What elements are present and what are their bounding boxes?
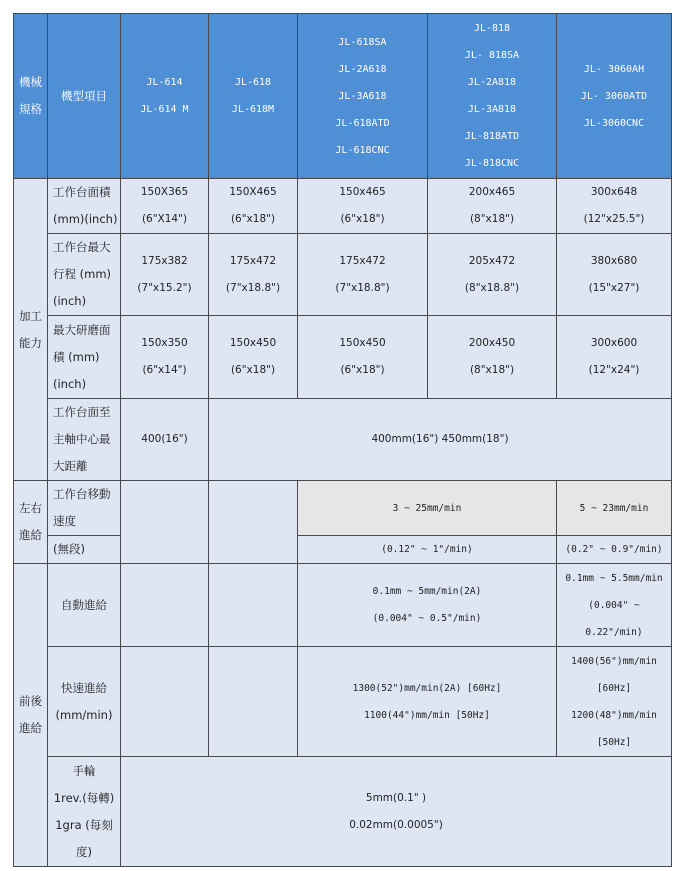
row-label-spindle-distance: 工作台面至 主軸中心最 大距離: [48, 399, 121, 481]
table-area-col5: 300x648 (12"x25.5"): [557, 179, 672, 234]
section-left-right: 左右 進給: [14, 481, 48, 564]
table-area-col1: 150X365 (6"X14"): [121, 179, 209, 234]
header-row: [14, 14, 672, 179]
row-label-table-speed: 工作台移動 速度: [48, 481, 121, 536]
table-area-col4: 200x465 (8"x18"): [428, 179, 557, 234]
max-grinding-col4: 200x450 (8"x18"): [428, 316, 557, 399]
empty-cell: [121, 481, 209, 564]
rapid-feed-merged: 1300(52")mm/min(2A) [60Hz] 1100(44")mm/min [50Hz]: [298, 647, 557, 757]
empty-cell: [121, 564, 209, 647]
max-grinding-col3: 150x450 (6"x18"): [298, 316, 428, 399]
header-model-col4: JL-818 JL- 818SA JL-2A818 JL-3A818 JL-818ATD JL-818CNC: [428, 14, 557, 179]
max-grinding-col1: 150x350 (6"x14"): [121, 316, 209, 399]
max-travel-col1: 175x382 (7"x15.2"): [121, 234, 209, 316]
row-label-table-area: 工作台面積 (mm)(inch): [48, 179, 121, 234]
machine-spec-table: [13, 13, 672, 867]
header-model-col2: JL-618 JL-618M: [209, 14, 298, 179]
header-model-col3: JL-618SA JL-2A618 JL-3A618 JL-618ATD JL-618CNC: [298, 14, 428, 179]
spindle-distance-merged: 400mm(16") 450mm(18"): [209, 399, 672, 481]
max-grinding-col5: 300x600 (12"x24"): [557, 316, 672, 399]
table-row: [14, 316, 672, 399]
header-category-cell: 機械 規格: [14, 14, 48, 179]
empty-cell: [121, 647, 209, 757]
handwheel-value: 5mm(0.1" ) 0.02mm(0.0005"): [121, 757, 672, 867]
empty-cell: [209, 564, 298, 647]
max-travel-col4: 205x472 (8"x18.8"): [428, 234, 557, 316]
row-label-rapid-feed: 快速進給 (mm/min): [48, 647, 121, 757]
section-front-back: 前後 進給: [14, 564, 48, 867]
rapid-feed-col5: 1400(56")mm/min [60Hz] 1200(48")mm/min [50Hz]: [557, 647, 672, 757]
stepless-col5: (0.2" ~ 0.9"/min): [557, 536, 672, 564]
table-row: [14, 234, 672, 316]
table-speed-merged: 3 ~ 25mm/min: [298, 481, 557, 536]
row-label-max-travel: 工作台最大 行程 (mm) (inch): [48, 234, 121, 316]
row-label-max-grinding: 最大研磨面 積 (mm) (inch): [48, 316, 121, 399]
max-travel-col3: 175x472 (7"x18.8"): [298, 234, 428, 316]
max-travel-col2: 175x472 (7"x18.8"): [209, 234, 298, 316]
table-row: [14, 399, 672, 481]
auto-feed-col5: 0.1mm ~ 5.5mm/min (0.004" ~ 0.22"/min): [557, 564, 672, 647]
table-area-col3: 150x465 (6"x18"): [298, 179, 428, 234]
row-label-stepless: (無段): [48, 536, 121, 564]
row-label-auto-feed: 自動進給: [48, 564, 121, 647]
empty-cell: [209, 647, 298, 757]
header-model-col1: JL-614 JL-614 M: [121, 14, 209, 179]
table-row: [14, 647, 672, 757]
max-grinding-col2: 150x450 (6"x18"): [209, 316, 298, 399]
table-speed-col5: 5 ~ 23mm/min: [557, 481, 672, 536]
table-row: [14, 564, 672, 647]
empty-cell: [209, 481, 298, 564]
auto-feed-merged: 0.1mm ~ 5mm/min(2A) (0.004" ~ 0.5"/min): [298, 564, 557, 647]
table-row: [14, 757, 672, 867]
table-area-col2: 150X465 (6"x18"): [209, 179, 298, 234]
table-row: [14, 179, 672, 234]
header-model-col5: JL- 3060AH JL- 3060ATD JL-3060CNC: [557, 14, 672, 179]
max-travel-col5: 380x680 (15"x27"): [557, 234, 672, 316]
table-row: [14, 536, 672, 564]
row-label-handwheel: 手輪 1rev.(每轉) 1gra (每刻 度): [48, 757, 121, 867]
spindle-distance-col1: 400(16"): [121, 399, 209, 481]
table-row: [14, 481, 672, 536]
stepless-merged: (0.12" ~ 1"/min): [298, 536, 557, 564]
header-item-label: 機型項目: [48, 14, 121, 179]
section-capacity: 加工 能力: [14, 179, 48, 481]
